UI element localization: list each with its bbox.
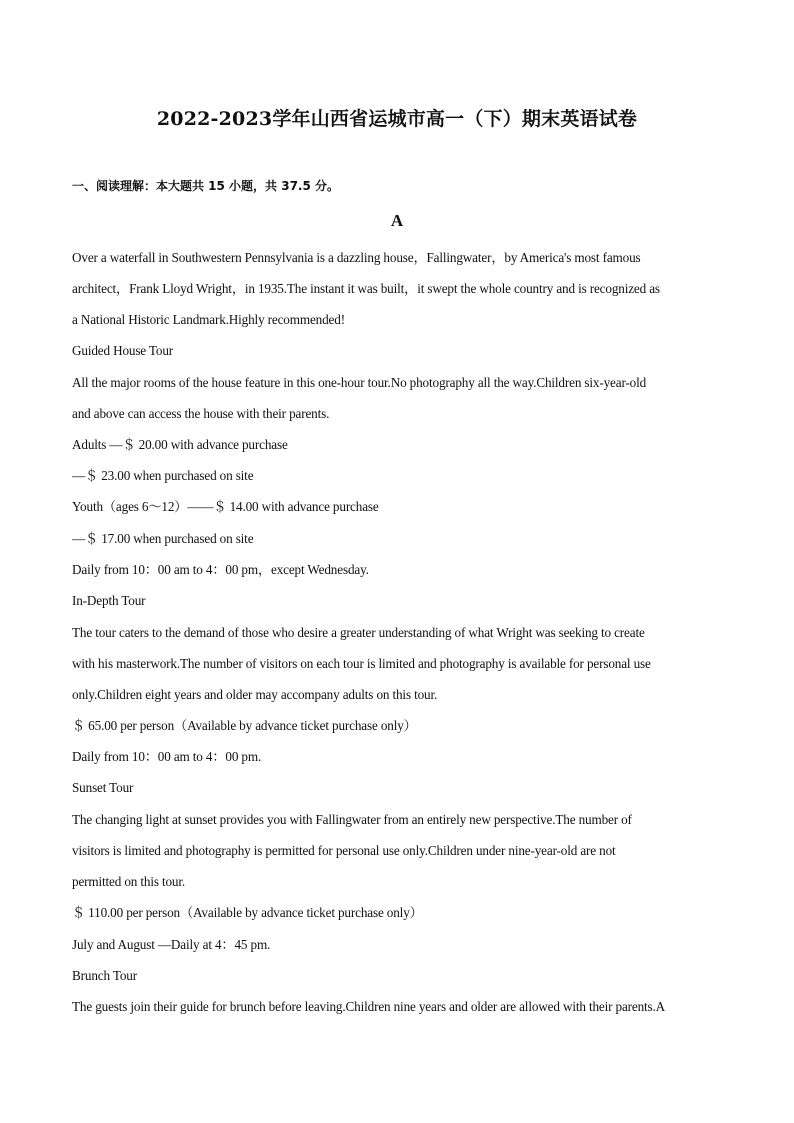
exam-title: 2022-2023学年山西省运城市高一（下）期末英语试卷 bbox=[156, 108, 638, 130]
schedule-line: Daily from 10：00 am to 4：00 pm，except Wednesday. bbox=[72, 562, 369, 577]
schedule-line: Daily from 10：00 am to 4：00 pm. bbox=[72, 749, 262, 764]
section-heading: 一、阅读理解：本大题共 15 小题，共 37.5 分。 bbox=[72, 179, 340, 193]
price-line: Adults —＄ 20.00 with advance purchase bbox=[72, 437, 288, 452]
passage-line: The changing light at sunset provides you with Fallingwater from an entirely new perspective.The number of bbox=[72, 812, 632, 827]
tour-heading: Brunch Tour bbox=[72, 968, 137, 983]
passage-line: and above can access the house with their parents. bbox=[72, 406, 330, 421]
passage-line: architect，Frank Lloyd Wright，in 1935.The instant it was built，it swept the whole country and is recognized as bbox=[72, 281, 660, 296]
passage-line: visitors is limited and photography is permitted for personal use only.Children under nine-year-old are not bbox=[72, 843, 616, 858]
price-line: ＄ 65.00 per person（Available by advance ticket purchase only） bbox=[72, 718, 417, 733]
passage-line: The tour caters to the demand of those who desire a greater understanding of what Wright was seeking to create bbox=[72, 625, 645, 640]
price-line: —＄ 17.00 when purchased on site bbox=[72, 531, 254, 546]
passage-line: permitted on this tour. bbox=[72, 874, 186, 889]
price-line: —＄ 23.00 when purchased on site bbox=[72, 468, 254, 483]
passage-line: with his masterwork.The number of visitors on each tour is limited and photography is available for personal use bbox=[72, 656, 651, 671]
price-line: Youth（ages 6～12）——＄ 14.00 with advance purchase bbox=[72, 499, 379, 514]
passage-line: All the major rooms of the house feature in this one-hour tour.No photography all the way.Children six-year-old bbox=[72, 375, 647, 390]
passage-line: a National Historic Landmark.Highly recommended! bbox=[72, 312, 345, 327]
tour-heading: Sunset Tour bbox=[72, 780, 134, 795]
passage-line: The guests join their guide for brunch before leaving.Children nine years and older are allowed with their parents.A bbox=[72, 999, 666, 1014]
passage-line: Over a waterfall in Southwestern Pennsylvania is a dazzling house，Fallingwater，by America's most famous bbox=[72, 250, 641, 265]
tour-heading: Guided House Tour bbox=[72, 343, 174, 358]
price-line: ＄ 110.00 per person（Available by advance ticket purchase only） bbox=[72, 905, 423, 920]
passage-line: only.Children eight years and older may accompany adults on this tour. bbox=[72, 687, 438, 702]
passage-label: A bbox=[390, 211, 404, 230]
tour-heading: In-Depth Tour bbox=[72, 593, 146, 608]
schedule-line: July and August —Daily at 4：45 pm. bbox=[72, 937, 271, 952]
